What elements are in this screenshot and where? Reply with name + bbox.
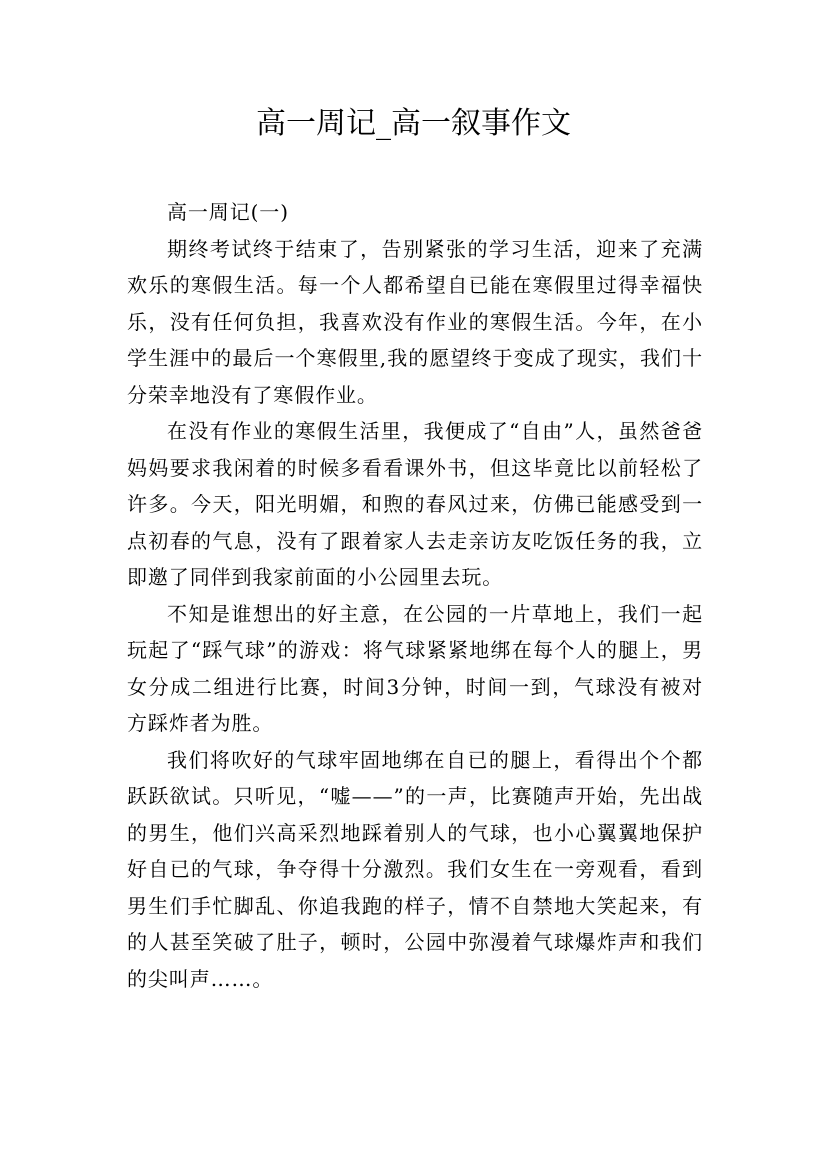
paragraph-3: 不知是谁想出的好主意，在公园的一片草地上，我们一起玩起了“踩气球”的游戏：将气球紧紧地绑在每个人的腿上，男女分成二组进行比赛，时间3分钟，时间一到，气球没有被对方踩炸者为胜。 [127,601,703,735]
paragraph-4: 我们将吹好的气球牢固地绑在自已的腿上，看得出个个都跃跃欲试。只听见，“嘘——”的一声，比赛随声开始，先出战的男生，他们兴高采烈地踩着别人的气球，也小心翼翼地保护好自已的气球，争夺得十分激烈。我们女生在一旁观看，看到男生们手忙脚乱、你追我跑的样子，情不自禁地大笑起来，有的人甚至笑破了肚子，顿时，公园中弥漫着气球爆炸声和我们的尖叫声……。 [127,747,703,991]
paragraph-1: 期终考试终于结束了，告别紧张的学习生活，迎来了充满欢乐的寒假生活。每一个人都希望自已能在寒假里过得幸福快乐，没有任何负担，我喜欢没有作业的寒假生活。今年，在小学生涯中的最后一个寒假里,我的愿望终于变成了现实，我们十分荣幸地没有了寒假作业。 [127,236,703,407]
section-subheading: 高一周记(一) [167,200,289,224]
document-body [127,194,703,997]
paragraph-2: 在没有作业的寒假生活里，我便成了“自由”人，虽然爸爸妈妈要求我闲着的时候多看看课外书，但这毕竟比以前轻松了许多。今天，阳光明媚，和煦的春风过来，仿佛已能感受到一点初春的气息，没有了跟着家人去走亲访友吃饭任务的我，立即邀了同伴到我家前面的小公园里去玩。 [127,419,703,589]
document-title: 高一周记_高一叙事作文 [256,106,571,141]
